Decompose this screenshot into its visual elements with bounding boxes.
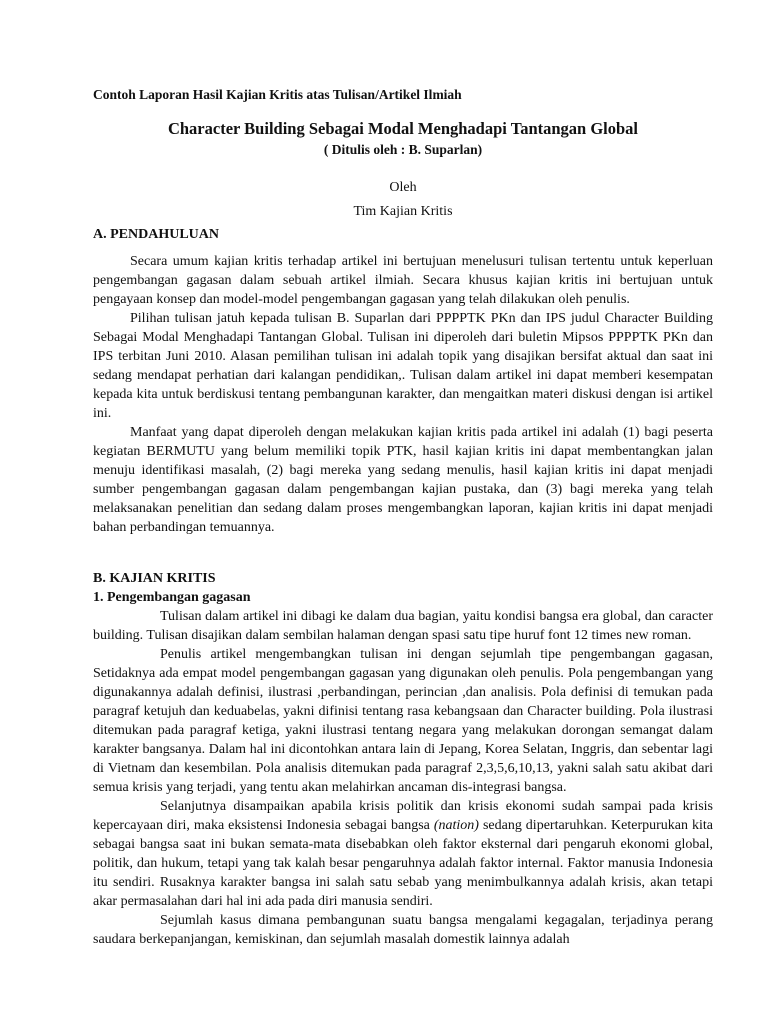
section-b-paragraph-4: Sejumlah kasus dimana pembangunan suatu bangsa mengalami kegagalan, terjadinya perang saudara berkepanjangan, kemiskinan, dan sejumlah masalah domestik lainnya adalah bbox=[93, 913, 713, 947]
document-page bbox=[93, 86, 713, 949]
paragraph-3-text-start: Selanjutnya disampaikan apabila krisis politik dan krisis ekonomi sudah sampai pada krisis kepercayaan diri, maka eksistensi Indonesia sebagai bangsa bbox=[93, 799, 713, 833]
section-b-heading: B. KAJIAN KRITIS bbox=[93, 571, 216, 586]
document-byline: ( Ditulis oleh : B. Suparlan) bbox=[323, 142, 483, 157]
document-title: Character Building Sebagai Modal Menghadapi Tantangan Global bbox=[167, 119, 639, 138]
oleh-label: Oleh bbox=[389, 180, 417, 195]
nation-term: (nation) bbox=[433, 818, 479, 833]
spacer bbox=[93, 537, 713, 569]
paragraph-3-text-end: sedang dipertaruhkan. Keterpurukan kita sebagai bangsa saat ini bukan semata-mata disebabkan oleh faktor eksternal dari pengaruh ekonomi global, politik, dan hukum, tetapi yang tak kalah besar pengaruhnya adalah faktor internal. Faktor manusia Indonesia itu sendiri. Rusaknya karakter bangsa ini salah satu sebab yang menimbulkannya adalah krisis, akan tetapi akar permasalahan dari hal ini ada pada diri manusia sendiri. bbox=[93, 818, 713, 909]
section-b-paragraph-3 bbox=[93, 797, 713, 911]
section-a-paragraph-1: Secara umum kajian kritis terhadap artikel ini bertujuan menelusuri tulisan tertentu untuk keperluan pengembangan gagasan dalam sebuah artikel ilmiah. Secara khusus kajian kritis ini bertujuan untuk pengayaan konsep dan model-model pengembangan gagasan yang telah dilakukan oleh penulis. bbox=[93, 254, 713, 307]
section-a-paragraph-2: Pilihan tulisan jatuh kepada tulisan B. Suparlan dari PPPPTK PKn dan IPS judul Character Building Sebagai Modal Menghadapi Tantangan Global. Tulisan ini diperoleh dari buletin Mipsos PPPPTK PKn dan IPS terbitan Juni 2010. Alasan pemilihan tulisan ini adalah topik yang disajikan bersifat aktual dan saat ini sedang mendapat perhatian dari kalangan pendidikan,. Tulisan dalam artikel ini dapat memberi kesempatan kepada kita untuk berdiskusi tentang pembangunan karakter, dan mengaitkan materi diskusi dengan isi artikel ini. bbox=[93, 311, 713, 421]
team-name: Tim Kajian Kritis bbox=[353, 204, 453, 219]
document-kicker: Contoh Laporan Hasil Kajian Kritis atas Tulisan/Artikel Ilmiah bbox=[93, 87, 462, 102]
section-a-heading: A. PENDAHULUAN bbox=[93, 227, 219, 242]
section-a-paragraph-3: Manfaat yang dapat diperoleh dengan melakukan kajian kritis pada artikel ini adalah (1) bagi peserta kegiatan BERMUTU yang belum memiliki topik PTK, hasil kajian kritis ini dapat membentangkan jalan menuju identifikasi masalah, (2) bagi mereka yang sedang menulis, hasil kajian kritis ini dapat menjadi sumber pengembangan gagasan dalam pengembangan kajian pustaka, dan (3) bagi mereka yang telah melaksanakan penelitian dan sedang dalam proses mengembangkan laporan, kajian kritis ini dapat menjadi bahan perbandingan temuannya. bbox=[93, 425, 713, 535]
section-b-paragraph-1: Tulisan dalam artikel ini dibagi ke dalam dua bagian, yaitu kondisi bangsa era global, dan caracter building. Tulisan disajikan dalam sembilan halaman dengan spasi satu tipe huruf font 12 times new roman. bbox=[93, 609, 713, 643]
section-b-paragraph-2: Penulis artikel mengembangkan tulisan ini dengan sejumlah tipe pengembangan gagasan, Setidaknya ada empat model pengembangan gagasan yang digunakan oleh penulis. Pola pengembangan yang digunakannya adalah definisi, ilustrasi ,perbandingan, perincian ,dan analisis. Pola definisi di temukan pada paragraf ketujuh dan keduabelas, yakni difinisi tentang rasa kebangsaan dan Character building. Pola ilustrasi ditemukan pada paragraf ketiga, yakni ilustrasi tentang negara yang melakukan dorongan semangat dalam karakter bangsanya. Dalam hal ini dicontohkan antara lain di Jepang, Korea Selatan, Inggris, dan sebentar lagi di Vietnam dan kesembilan. Pola analisis ditemukan pada paragraf 2,3,5,6,10,13, yakni salah satu akibat dari semua krisis yang terjadi, yang tentu akan melahirkan ancaman dis-integrasi bangsa. bbox=[93, 647, 713, 795]
section-b-subheading: 1. Pengembangan gagasan bbox=[93, 590, 251, 605]
